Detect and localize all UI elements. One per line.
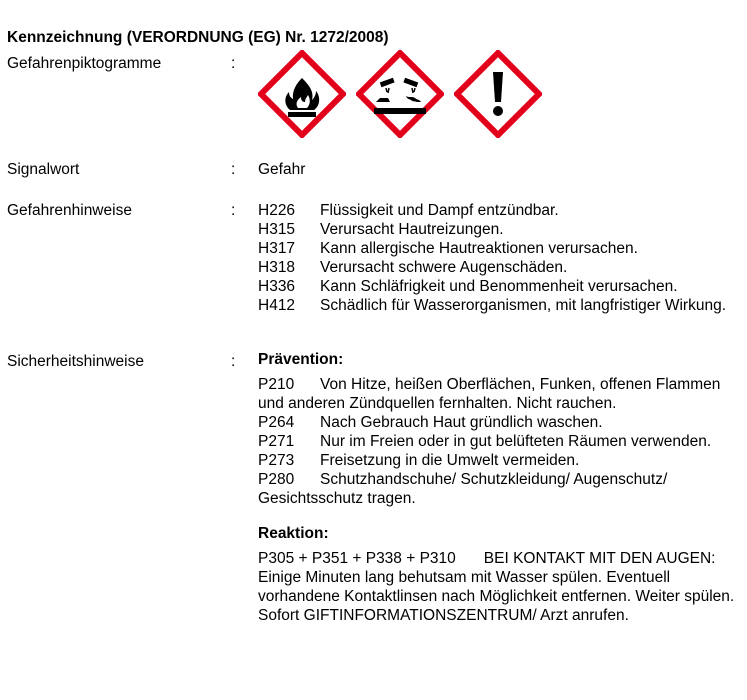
prevention-code: P273 bbox=[258, 452, 295, 469]
reaction-title: Reaktion: bbox=[258, 525, 329, 542]
signal-label: Signalwort bbox=[7, 161, 80, 178]
pictograms-label: Gefahrenpiktogramme bbox=[7, 55, 162, 72]
prevention-item bbox=[258, 470, 743, 508]
precaution-label: Sicherheitshinweise bbox=[7, 353, 144, 370]
hazard-item bbox=[258, 277, 743, 296]
pictograms-colon: : bbox=[231, 55, 236, 72]
prevention-text: Schutzhandschuhe/ Schutzkleidung/ Augenschutz/ Gesichtsschutz tragen. bbox=[258, 471, 668, 507]
prevention-item bbox=[258, 432, 743, 451]
hazard-label: Gefahrenhinweise bbox=[7, 202, 132, 219]
hazard-code: H317 bbox=[258, 240, 296, 257]
hazard-text: Schädlich für Wasserorganismen, mit langfristiger Wirkung. bbox=[320, 297, 727, 314]
flame-icon bbox=[258, 50, 346, 138]
prevention-text: Nur im Freien oder in gut belüfteten Räumen verwenden. bbox=[320, 433, 712, 450]
pictogram-row bbox=[258, 50, 542, 138]
hazard-code: H318 bbox=[258, 259, 296, 276]
hazard-colon: : bbox=[231, 202, 236, 219]
hazard-code: H336 bbox=[258, 278, 296, 295]
prevention-title: Prävention: bbox=[258, 351, 344, 368]
precaution-block bbox=[258, 350, 743, 625]
prevention-text: Von Hitze, heißen Oberflächen, Funken, offenen Flammen und anderen Zündquellen fernhalten. Nicht rauchen. bbox=[258, 376, 721, 412]
prevention-code: P210 bbox=[258, 376, 295, 393]
reaction-item bbox=[258, 549, 743, 625]
hazard-text: Kann Schläfrigkeit und Benommenheit verursachen. bbox=[320, 278, 678, 295]
prevention-code: P271 bbox=[258, 433, 295, 450]
prevention-code: P280 bbox=[258, 471, 295, 488]
page-title: Kennzeichnung (VERORDNUNG (EG) Nr. 1272/2008) bbox=[7, 29, 389, 46]
reaction-code: P305 + P351 + P338 + P310 bbox=[258, 550, 456, 567]
hazard-item bbox=[258, 296, 743, 315]
hazard-item bbox=[258, 239, 743, 258]
signal-value: Gefahr bbox=[258, 161, 306, 178]
hazard-list bbox=[258, 201, 743, 315]
hazard-code: H315 bbox=[258, 221, 296, 238]
prevention-item bbox=[258, 451, 743, 470]
hazard-item bbox=[258, 201, 743, 220]
hazard-item bbox=[258, 220, 743, 239]
exclamation-icon bbox=[454, 50, 542, 138]
hazard-text: Flüssigkeit und Dampf entzündbar. bbox=[320, 202, 559, 219]
hazard-code: H412 bbox=[258, 297, 296, 314]
hazard-text: Kann allergische Hautreaktionen verursachen. bbox=[320, 240, 638, 257]
hazard-text: Verursacht Hautreizungen. bbox=[320, 221, 504, 238]
prevention-item bbox=[258, 413, 743, 432]
prevention-item bbox=[258, 375, 743, 413]
prevention-code: P264 bbox=[258, 414, 295, 431]
prevention-text: Nach Gebrauch Haut gründlich waschen. bbox=[320, 414, 603, 431]
reaction-text: BEI KONTAKT MIT DEN AUGEN: Einige Minuten lang behutsam mit Wasser spülen. Eventuell vorhandene Kontaktlinsen nach Möglichkeit entfernen. Weiter spülen. Sofort GIFTINFORMATIONSZENTRUM/ Arzt anrufen. bbox=[258, 550, 735, 624]
hazard-code: H226 bbox=[258, 202, 296, 219]
hazard-item bbox=[258, 258, 743, 277]
precaution-colon: : bbox=[231, 353, 236, 370]
prevention-text: Freisetzung in die Umwelt vermeiden. bbox=[320, 452, 580, 469]
corrosion-icon bbox=[356, 50, 444, 138]
signal-colon: : bbox=[231, 161, 236, 178]
hazard-text: Verursacht schwere Augenschäden. bbox=[320, 259, 568, 276]
